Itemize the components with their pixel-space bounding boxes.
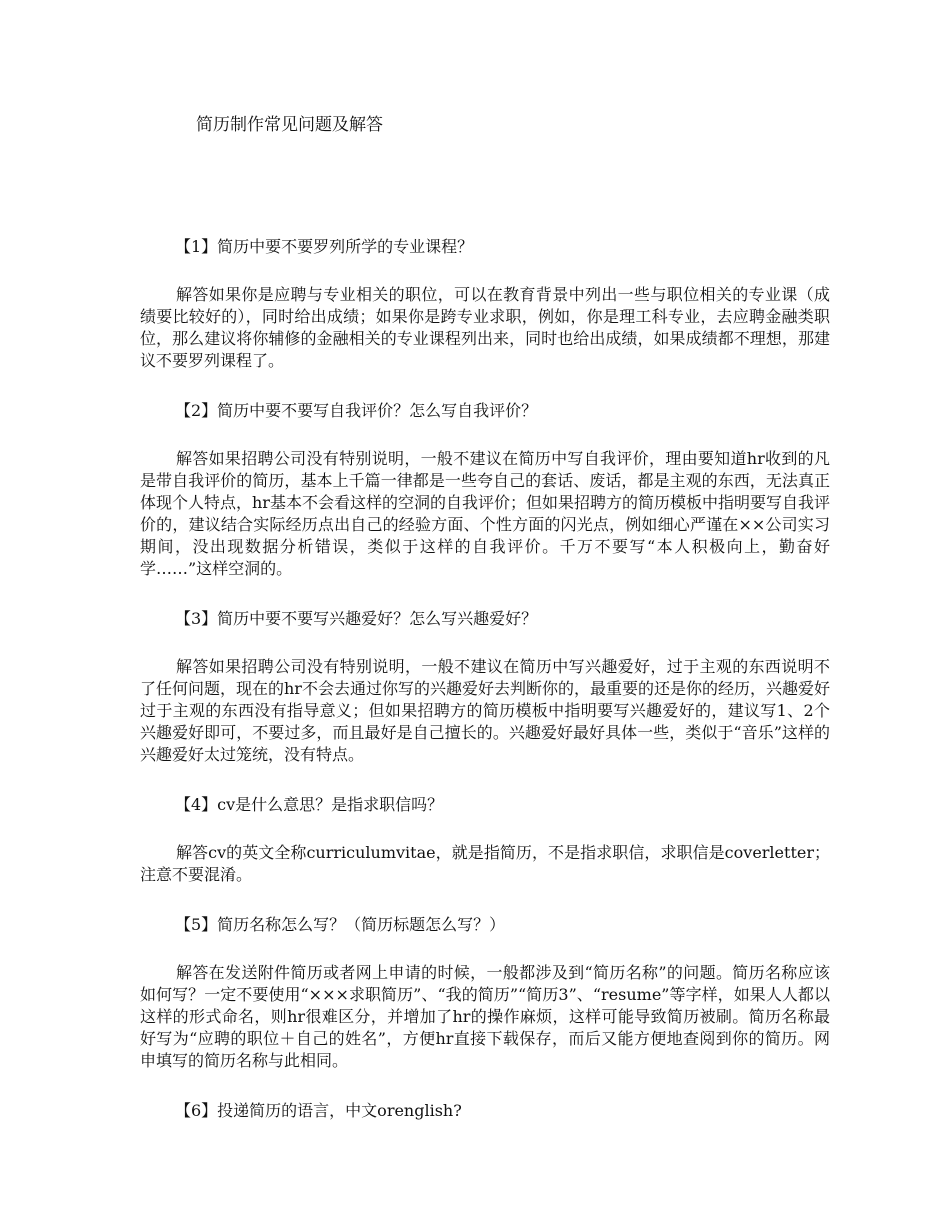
question-3: 【3】简历中要不要写兴趣爱好？怎么写兴趣爱好？ (175, 609, 538, 628)
answer-4: 解答cv的英文全称curriculumvitae，就是指简历，不是指求职信，求职信是coverletter；注意不要混淆。 (140, 843, 830, 884)
answer-3: 解答如果招聘公司没有特别说明，一般不建议在简历中写兴趣爱好，过于主观的东西说明不了任何问题，现在的hr不会去通过你写的兴趣爱好去判断你的，最重要的还是你的经历，兴趣爱好过于主观的东西没有指导意义；但如果招聘方的简历模板中指明要写兴趣爱好的，建议写1、2个兴趣爱好即可，不要过多，而且最好是自己擅长的。兴趣爱好最好具体一些，类似于“音乐”这样的兴趣爱好太过笼统，没有特点。 (140, 657, 830, 764)
question-2: 【2】简历中要不要写自我评价？怎么写自我评价？ (175, 401, 538, 420)
question-5: 【5】简历名称怎么写？（简历标题怎么写？） (175, 915, 506, 934)
document-title: 简历制作常见问题及解答 (196, 115, 383, 135)
question-6: 【6】投递简历的语言，中文orenglish? (175, 1101, 462, 1120)
question-1: 【1】简历中要不要罗列所学的专业课程？ (175, 237, 474, 256)
question-4: 【4】cv是什么意思？是指求职信吗？ (175, 795, 444, 814)
answer-5: 解答在发送附件简历或者网上申请的时候，一般都涉及到“简历名称”的问题。简历名称应该如何写？一定不要使用“×××求职简历”、“我的简历”“简历3”、“resume”等字样，如果人人都以这样的形式命名，则hr很难区分，并增加了hr的操作麻烦，这样可能导致简历被刷。简历名称最好写为“应聘的职位＋自己的姓名”，方便hr直接下载保存，而后又能方便地查阅到你的简历。网申填写的简历名称与此相同。 (140, 963, 830, 1070)
answer-2: 解答如果招聘公司没有特别说明，一般不建议在简历中写自我评价，理由要知道hr收到的凡是带自我评价的简历，基本上千篇一律都是一些夸自己的套话、废话，都是主观的东西，无法真正体现个人特点，hr基本不会看这样的空洞的自我评价；但如果招聘方的简历模板中指明要写自我评价的，建议结合实际经历点出自己的经验方面、个性方面的闪光点，例如细心严谨在××公司实习期间，没出现数据分析错误，类似于这样的自我评价。千万不要写“本人积极向上，勤奋好学……”这样空洞的。 (140, 449, 830, 578)
answer-1: 解答如果你是应聘与专业相关的职位，可以在教育背景中列出一些与职位相关的专业课（成绩要比较好的），同时给出成绩；如果你是跨专业求职，例如，你是理工科专业，去应聘金融类职位，那么建议将你辅修的金融相关的专业课程列出来，同时也给出成绩，如果成绩都不理想，那建议不要罗列课程了。 (140, 285, 830, 370)
document-body (140, 236, 830, 1148)
